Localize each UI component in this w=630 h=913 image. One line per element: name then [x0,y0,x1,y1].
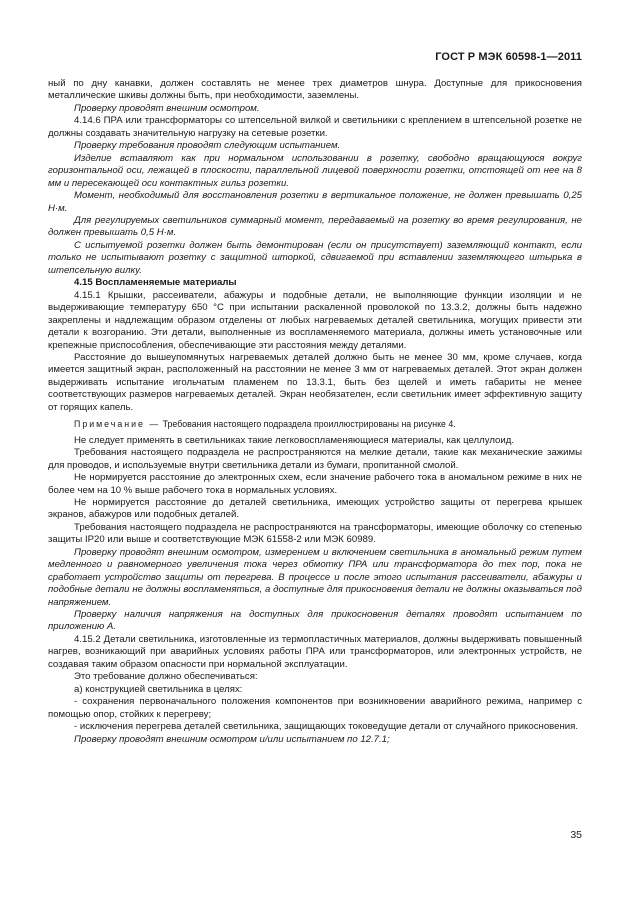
note-label: Примечание — [74,419,161,430]
paragraph: Требования настоящего подраздела не распространяются на мелкие детали, такие как механические зажимы для проводов, и используемые внутри светильника детали из бумаги, пропитанной смолой. [48,447,582,471]
paragraph: - сохранения первоначального положения компонентов при возникновении аварийного режима, например с помощью опор, стойких к перегреву; [48,696,582,720]
paragraph: Это требование должно обеспечиваться: [74,671,258,683]
paragraph: Для регулируемых светильников суммарный момент, передаваемый на розетку во время регулирования, не должен превышать 0,5 Н·м. [48,214,582,239]
paragraph: Не нормируется расстояние до электронных схем, если значение рабочего тока в аномальном режиме в них не более чем на 10 % выше рабочего тока в нормальных условиях. [48,472,582,496]
paragraph: ный по дну канавки, должен составлять не менее трех диаметров шнура. Доступные для прикосновения металлические шкивы должны быть, при необходимости, заземлены. [48,78,582,102]
paragraph: Расстояние до вышеупомянутых нагреваемых деталей должно быть не менее 30 мм, кроме случаев, когда имеется защитный экран, расположенный на расстоянии не менее 3 мм от нагреваемых деталей. Этот экран должен выдерживать испытание игольчатым пламенем по 13.3.1, быть без щелей и иметь габариты не менее соответствующих размеров нагреваемых деталей. Экран необязателен, если светильник имеет эффективную защиту от горящих капель. [48,351,582,413]
note-paragraph [48,418,582,430]
page-number: 35 [570,829,582,841]
paragraph: Не следует применять в светильниках такие легковоспламеняющиеся материалы, как целлулоид. [74,434,514,446]
document-header: ГОСТ Р МЭК 60598-1—2011 [435,51,582,63]
paragraph: Проверку проводят внешним осмотром и/или испытанием по 12.7.1; [74,733,390,745]
paragraph: Не нормируется расстояние до деталей светильника, имеющих устройство защиты от перегрева крышек экранов, абажуров или подобных деталей. [48,496,582,521]
note-text: Требования настоящего подраздела проиллюстрированы на рисунке 4. [162,419,456,430]
paragraph: а) конструкцией светильника в целях: [74,683,243,695]
paragraph: 4.15.2 Детали светильника, изготовленные из термопластичных материалов, должны выдерживать повышенный нагрев, возникающий при аварийных условиях работы ПРА или трансформаторов, или электронных устройств, не создавая таким образом опасности при нормальной эксплуатации. [48,633,582,670]
section-heading: 4.15 Воспламеняемые материалы [74,277,237,289]
paragraph: 4.14.6 ПРА или трансформаторы со штепсельной вилкой и светильники с креплением в штепсельной розетке не должны создавать значительную нагрузку на сетевые розетки. [48,115,582,139]
document-body [48,78,582,746]
paragraph: Проверку проводят внешним осмотром, измерением и включением светильника в аномальный режим путем медленного и равномерного увеличения тока через обмотку ПРА или трансформатора до тех пор, пока не сработает устройство защиты от перегрева. В процессе и после этого испытания рассеиватели, абажуры и подобные детали не должны воспламеняться, а доступные для прикосновения детали не должны оказываться под напряжением. [48,546,582,608]
paragraph: Проверку проводят внешним осмотром. [74,102,260,114]
paragraph: Проверку требования проводят следующим испытанием. [74,140,341,152]
paragraph: Момент, необходимый для восстановления розетки в вертикальное положение, не должен превышать 0,25 Н·м. [48,190,582,214]
paragraph: С испытуемой розетки должен быть демонтирован (если он присутствует) заземляющий контакт, если только не испытывают розетку с защитной шторкой, сдвигаемой при вставлении заземляющего штырька в штепсельную вилку. [48,239,582,276]
paragraph: Изделие вставляют как при нормальном использовании в розетку, свободно вращающуюся вокруг горизонтальной оси, лежащей в плоскости, параллельной лицевой поверхности розетки, отстоящей от нее на 8 мм и пересекающей оси контактных гильз розетки. [48,152,582,189]
paragraph: Требования настоящего подраздела не распространяются на трансформаторы, имеющие оболочку со степенью защиты IP20 или выше и соответствующие МЭК 61558-2 или МЭК 60989. [48,521,582,546]
paragraph: 4.15.1 Крышки, рассеиватели, абажуры и подобные детали, не выполняющие функции изоляции и не выдерживающие температуру 650 °С при испытании раскаленной проволокой по 13.3.2, должны быть надежно закреплены и надлежащим образом отделены от любых нагреваемых деталей светильника, могущих привести эти детали к возгоранию. Эти детали, выполненные из воспламеняемого материала, должны иметь установочные или крепежные приспособления, обеспечивающие эти расстояния между деталями. [48,289,582,351]
paragraph: Проверку наличия напряжения на доступных для прикосновения деталях проводят испытанием по приложению А. [48,609,582,633]
paragraph: - исключения перегрева деталей светильника, защищающих токоведущие детали от случайного прикосновения. [74,721,578,733]
